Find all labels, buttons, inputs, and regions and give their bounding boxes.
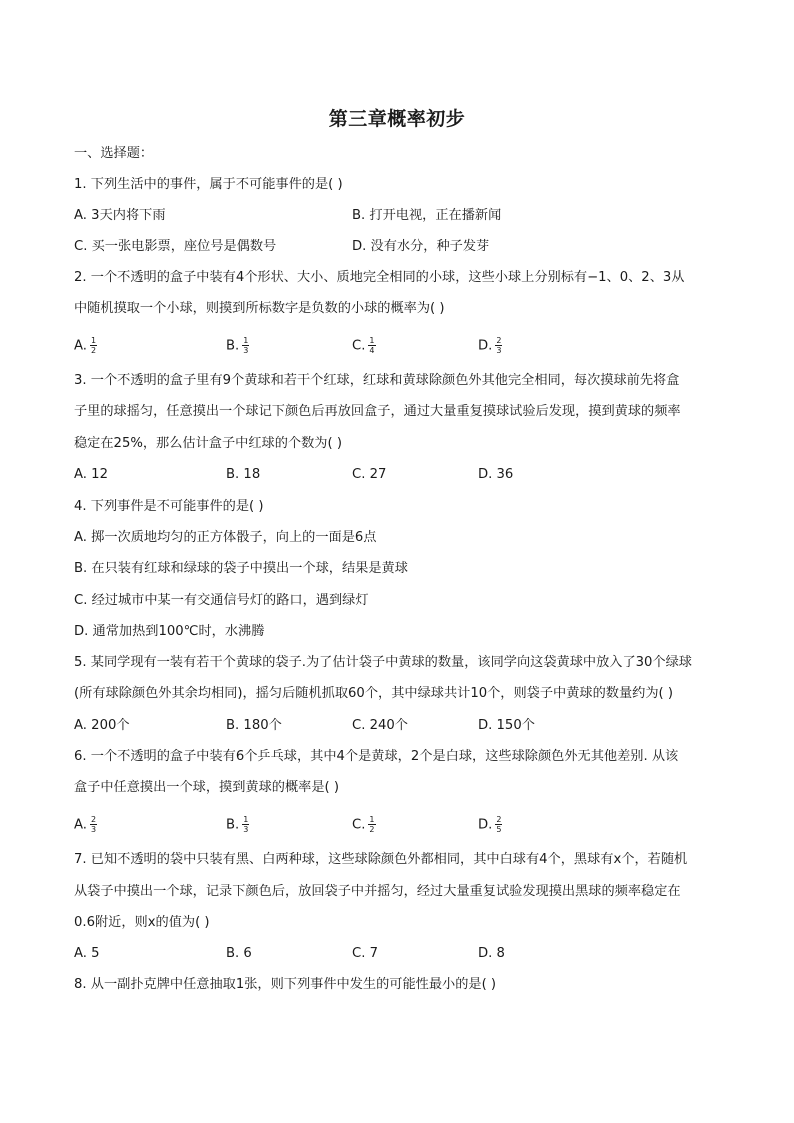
question-2-option-b	[226, 336, 249, 357]
question-7-line-2: 从袋子中摸出一个球，记录下颜色后，放回袋子中并摇匀，经过大量重复试验发现摸出黑球的频率稳定在	[74, 884, 681, 899]
question-1-option-b: B. 打开电视，正在播新闻	[352, 208, 502, 223]
fraction-numerator: 2	[90, 815, 97, 824]
fraction	[368, 815, 375, 834]
option-label: D.	[478, 338, 493, 354]
option-label: D.	[478, 817, 493, 833]
fraction-denominator: 3	[243, 825, 249, 834]
option-label: B.	[226, 338, 240, 354]
question-2-option-d	[478, 336, 502, 357]
question-7-option-c: C. 7	[352, 946, 378, 961]
question-2-option-a	[74, 336, 97, 357]
question-7-line-3: 0.6附近，则x的值为( )	[74, 915, 210, 930]
question-1-option-d: D. 没有水分，种子发芽	[352, 239, 490, 254]
question-3-line-3: 稳定在25%，那么估计盒子中红球的个数为( )	[74, 436, 342, 451]
question-2-line-1: 2. 一个不透明的盒子中装有4个形状、大小、质地完全相同的小球，这些小球上分别标有−1、0、2、3从	[74, 270, 685, 285]
fraction-numerator: 1	[369, 336, 375, 345]
question-4-option-d: D. 通常加热到100℃时，水沸腾	[74, 624, 265, 639]
question-5-line-1: 5. 某同学现有一装有若干个黄球的袋子.为了估计袋子中黄球的数量，该同学向这袋黄球中放入了30个绿球	[74, 655, 692, 670]
fraction-denominator: 3	[90, 825, 97, 834]
question-4-option-a: A. 掷一次质地均匀的正方体骰子，向上的一面是6点	[74, 530, 377, 545]
fraction-numerator: 1	[90, 336, 97, 345]
option-label: C.	[352, 817, 366, 833]
question-3-option-c: C. 27	[352, 467, 387, 482]
question-6-option-a	[74, 815, 97, 836]
question-5-option-c: C. 240个	[352, 718, 408, 733]
fraction-numerator: 1	[369, 815, 375, 824]
question-6-line-1: 6. 一个不透明的盒子中装有6个乒乓球，其中4个是黄球，2个是白球，这些球除颜色外无其他差别. 从该	[74, 749, 679, 764]
fraction	[495, 336, 502, 355]
question-2-option-c	[352, 336, 376, 357]
question-6-option-d	[478, 815, 502, 836]
question-5-option-b: B. 180个	[226, 718, 282, 733]
fraction	[495, 815, 502, 834]
question-4-stem: 4. 下列事件是不可能事件的是( )	[74, 499, 264, 514]
fraction-numerator: 1	[243, 336, 249, 345]
fraction	[90, 336, 97, 355]
question-5-option-a: A. 200个	[74, 718, 130, 733]
fraction	[368, 336, 375, 355]
question-7-option-b: B. 6	[226, 946, 252, 961]
option-label: C.	[352, 338, 366, 354]
fraction-numerator: 2	[496, 815, 502, 824]
option-label: B.	[226, 817, 240, 833]
question-3-option-d: D. 36	[478, 467, 514, 482]
page-title: 第三章概率初步	[328, 108, 466, 130]
question-3-option-b: B. 18	[226, 467, 261, 482]
question-6-option-c	[352, 815, 376, 836]
question-4-option-c: C. 经过城市中某一有交通信号灯的路口，遇到绿灯	[74, 593, 369, 608]
fraction-numerator: 1	[243, 815, 249, 824]
fraction	[90, 815, 97, 834]
question-1-stem: 1. 下列生活中的事件，属于不可能事件的是( )	[74, 177, 343, 192]
fraction-denominator: 3	[496, 346, 502, 355]
fraction-denominator: 4	[369, 346, 375, 355]
question-1-option-a: A. 3天内将下雨	[74, 208, 166, 223]
question-7-option-d: D. 8	[478, 946, 505, 961]
question-3-line-1: 3. 一个不透明的盒子里有9个黄球和若干个红球，红球和黄球除颜色外其他完全相同，每次摸球前先将盒	[74, 373, 680, 388]
option-label: A.	[74, 817, 87, 833]
option-label: A.	[74, 338, 87, 354]
question-6-line-2: 盒子中任意摸出一个球，摸到黄球的概率是( )	[74, 780, 340, 795]
section-heading: 一、选择题：	[74, 146, 154, 161]
question-8-stem: 8. 从一副扑克牌中任意抽取1张，则下列事件中发生的可能性最小的是( )	[74, 977, 497, 992]
question-4-option-b: B. 在只装有红球和绿球的袋子中摸出一个球，结果是黄球	[74, 561, 408, 576]
question-7-option-a: A. 5	[74, 946, 100, 961]
fraction-denominator: 2	[90, 346, 97, 355]
question-7-line-1: 7. 已知不透明的袋中只装有黑、白两种球，这些球除颜色外都相同，其中白球有4个，黑球有x个，若随机	[74, 852, 688, 867]
question-3-option-a: A. 12	[74, 467, 108, 482]
fraction-denominator: 5	[496, 825, 502, 834]
fraction-denominator: 3	[243, 346, 249, 355]
question-5-option-d: D. 150个	[478, 718, 535, 733]
question-1-option-c: C. 买一张电影票，座位号是偶数号	[74, 239, 277, 254]
question-5-line-2: (所有球除颜色外其余均相同)，摇匀后随机抓取60个，其中绿球共计10个，则袋子中黄球的数量约为( )	[74, 686, 674, 701]
fraction	[242, 336, 249, 355]
question-2-line-2: 中随机摸取一个小球，则摸到所标数字是负数的小球的概率为( )	[74, 301, 445, 316]
question-3-line-2: 子里的球摇匀，任意摸出一个球记下颜色后再放回盒子，通过大量重复摸球试验后发现，摸到黄球的频率	[74, 404, 681, 419]
fraction-numerator: 2	[496, 336, 502, 345]
fraction-denominator: 2	[369, 825, 375, 834]
question-6-option-b	[226, 815, 249, 836]
fraction	[242, 815, 249, 834]
